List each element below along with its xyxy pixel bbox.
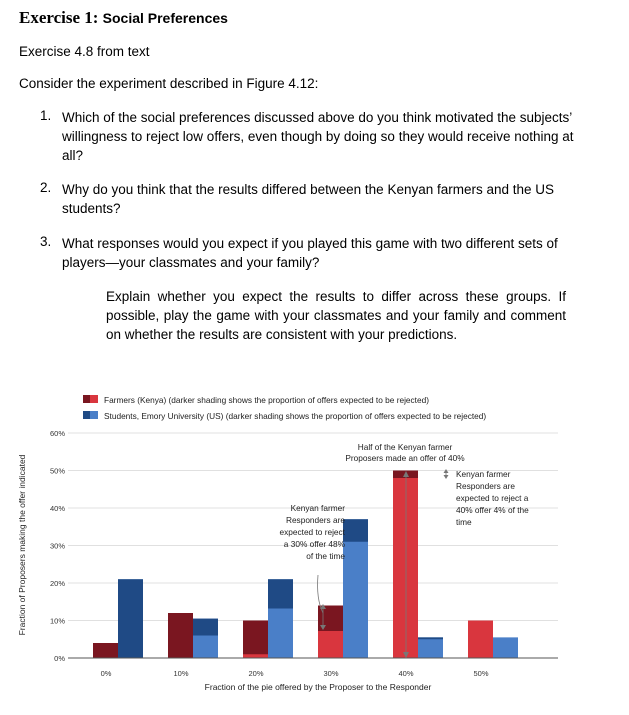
annotation-30-line5: of the time: [306, 551, 345, 561]
explain-paragraph: Explain whether you expect the results to differ across these groups. If possible, play the game with your classmates and your family and comment on whether the results are consistent with your predictions.: [106, 289, 566, 342]
exercise-title: Social Preferences: [102, 10, 228, 26]
y-tick-label: 10%: [49, 616, 65, 626]
exercise-heading: [19, 8, 228, 28]
students-bar-rejected: [193, 619, 218, 636]
students-bar-rejected: [268, 579, 293, 608]
y-tick-label: 30%: [49, 541, 65, 551]
chart-bars: [93, 471, 518, 659]
y-tick-label: 50%: [49, 466, 65, 476]
x-axis-label: Fraction of the pie offered by the Proposer to the Responder: [204, 682, 432, 692]
legend-students-label: Students, Emory University (US) (darker shading shows the proportion of offers expected to be rejected): [104, 411, 487, 421]
farmers-bar-rejected: [243, 621, 268, 655]
students-bar-rejected: [418, 637, 443, 639]
y-axis-label: Fraction of Proposers making the offer indicated: [17, 454, 27, 636]
y-axis-ticks: [50, 429, 65, 663]
annotation-30-line1: Kenyan farmer: [290, 503, 345, 513]
legend-farmers-swatch-dark: [83, 395, 90, 403]
farmers-bar-rejected: [93, 643, 118, 658]
question-1-number: 1.: [40, 108, 52, 123]
y-tick-label: 20%: [49, 579, 65, 588]
annotation-40-bracket-top: [444, 469, 449, 473]
x-tick-label: 20%: [248, 669, 264, 678]
annotation-half-farmers-line1: Half of the Kenyan farmer: [357, 442, 453, 452]
question-3-text: What responses would you expect if you played this game with two different sets of players—your classmates and your family?: [62, 236, 558, 270]
source-reference: Exercise 4.8 from text: [19, 44, 150, 59]
y-tick-label: 0%: [54, 654, 65, 663]
question-2-number: 2.: [40, 180, 52, 195]
annotation-40-line4: 40% offer 4% of the: [456, 505, 529, 515]
farmers-bar-rejected: [168, 613, 193, 658]
farmers-bar: [393, 471, 418, 659]
annotation-40-line3: expected to reject a: [456, 493, 529, 503]
annotation-40-line5: time: [456, 517, 472, 527]
x-tick-label: 0%: [100, 669, 112, 678]
legend-farmers-swatch-light: [90, 395, 98, 403]
farmers-bar: [468, 621, 493, 659]
annotation-40-line1: Kenyan farmer: [456, 469, 511, 479]
chart-legend: [83, 395, 486, 421]
annotation-30-line2: Responders are: [285, 515, 345, 525]
annotation-30-line4: a 30% offer 48%: [283, 539, 345, 549]
legend-farmers-label: Farmers (Kenya) (darker shading shows the proportion of offers expected to be rejected): [104, 395, 429, 405]
students-bar-rejected: [118, 579, 143, 658]
x-tick-label: 40%: [398, 669, 414, 678]
y-tick-label: 40%: [49, 504, 65, 513]
x-axis-ticks: [101, 669, 489, 678]
exercise-number: Exercise 1:: [19, 8, 99, 27]
x-tick-label: 10%: [173, 669, 189, 678]
legend-students-swatch-dark: [83, 411, 90, 419]
intro-text: Consider the experiment described in Figure 4.12:: [19, 76, 319, 91]
question-3-number: 3.: [40, 234, 52, 249]
students-bar: [493, 637, 518, 658]
annotation-30-line3: expected to reject: [279, 527, 345, 537]
offers-bar-chart: [0, 385, 629, 715]
x-tick-label: 30%: [323, 669, 339, 678]
annotation-40-bracket-bottom: [444, 475, 449, 479]
x-tick-label: 50%: [473, 669, 489, 678]
legend-students-swatch-light: [90, 411, 98, 419]
annotation-40-percent: [444, 469, 530, 527]
question-1-text: Which of the social preferences discussed above do you think motivated the subjects’ willingness to reject low offers, even though by doing so they would receive nothing at all?: [62, 110, 574, 163]
y-tick-label: 60%: [49, 429, 65, 438]
students-bar-rejected: [343, 519, 368, 542]
students-bar: [418, 637, 443, 658]
annotation-half-farmers-line2: Proposers made an offer of 40%: [345, 453, 465, 463]
question-2-text: Why do you think that the results differed between the Kenyan farmers and the US students?: [62, 182, 555, 216]
annotation-40-line2: Responders are: [456, 481, 516, 491]
